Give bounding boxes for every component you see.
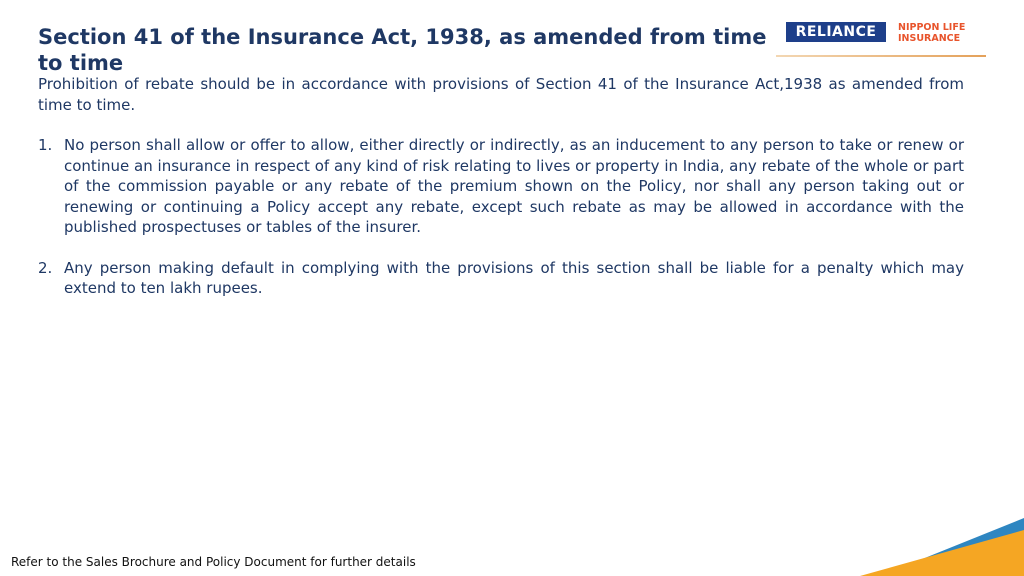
header-rule	[776, 55, 986, 57]
slide-title: Section 41 of the Insurance Act, 1938, as amended from time to time	[38, 25, 767, 75]
intro-paragraph: Prohibition of rebate should be in accordance with provisions of Section 41 of the Insurance Act,1938 as amended from time to time.	[38, 75, 964, 114]
clause-number: 1.	[38, 136, 53, 154]
footer-note: Refer to the Sales Brochure and Policy Document for further details	[11, 555, 416, 569]
logo-text	[898, 22, 986, 44]
logo-wordmark: RELIANCE	[786, 22, 886, 42]
corner-decoration	[860, 510, 1024, 576]
clause-number: 2.	[38, 258, 53, 277]
corner-orange-wedge	[860, 530, 1024, 576]
reliance-nippon-logo	[776, 16, 986, 56]
logo-line-1: NIPPON LIFE	[898, 22, 966, 33]
logo-line-2: INSURANCE	[898, 33, 961, 44]
clause-1	[38, 135, 964, 238]
clause-text: No person shall allow or offer to allow, either directly or indirectly, as an inducement to any person to take or renew or continue an insurance in respect of any kind of risk relating to lives or property in India, any rebate of the whole or part of the commission payable or any rebate of the premium shown on the Policy, nor shall any person taking out or renewing or continuing a Policy accept any rebate, except such rebate as may be allowed in accordance with the published prospectuses or tables of the insurer.	[64, 136, 964, 236]
clause-2	[38, 258, 964, 299]
slide-body	[38, 74, 964, 319]
clause-text: Any person making default in complying with the provisions of this section shall be liable for a penalty which may extend to ten lakh rupees.	[64, 258, 964, 297]
